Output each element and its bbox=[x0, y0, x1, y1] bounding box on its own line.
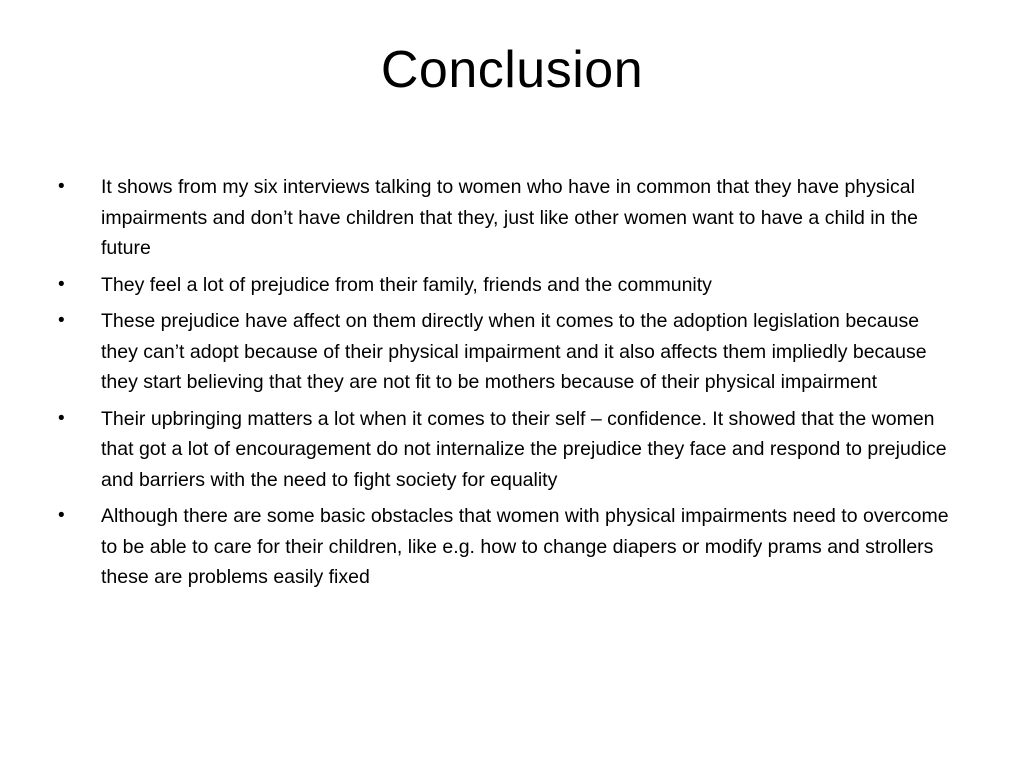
bullet-marker: • bbox=[58, 505, 65, 526]
slide-title: Conclusion bbox=[380, 41, 644, 99]
bullet-text: Although there are some basic obstacles that women with physical impairments need to overcome to be able to care for their children, like e.g. how to change diapers or modify prams and strollers these are problems easily fixed bbox=[101, 505, 949, 588]
bullet-item bbox=[58, 404, 958, 496]
bullet-text: Their upbringing matters a lot when it comes to their self – confidence. It showed that the women that got a lot of encouragement do not internalize the prejudice they face and respond to prejudice and barriers with the need to fight society for equality bbox=[101, 407, 947, 491]
bullet-marker: • bbox=[58, 176, 65, 197]
bullet-marker: • bbox=[58, 273, 65, 295]
bullet-marker: • bbox=[58, 407, 65, 429]
bullet-marker: • bbox=[58, 310, 65, 331]
bullet-text: They feel a lot of prejudice from their family, friends and the community bbox=[101, 273, 712, 296]
bullet-item bbox=[58, 270, 958, 301]
bullet-text: These prejudice have affect on them directly when it comes to the adoption legislation because they can’t adopt because of their physical impairment and it also affects them impliedly because they start believing that they are not fit to be mothers because of their physical impairment bbox=[101, 310, 927, 393]
bullet-text: It shows from my six interviews talking to women who have in common that they have physical impairments and don’t have children that they, just like other women want to have a child in the future bbox=[101, 176, 918, 259]
bullet-list bbox=[58, 172, 958, 599]
bullet-item bbox=[58, 306, 958, 398]
bullet-item bbox=[58, 501, 958, 593]
bullet-item bbox=[58, 172, 958, 264]
